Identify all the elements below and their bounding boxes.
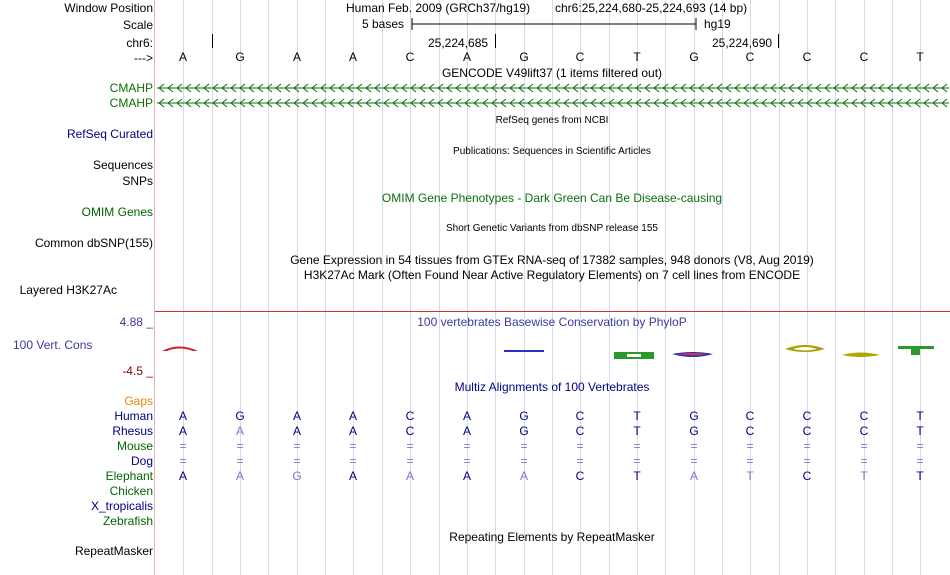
scale-bar xyxy=(410,16,700,32)
gtex-track-title[interactable]: Gene Expression in 54 tissues from GTEx RNA-seq of 17382 samples, 948 donors (V8, Aug 2019) xyxy=(290,253,814,267)
gaps-label: Gaps xyxy=(124,394,153,408)
sequence-base: T xyxy=(633,50,641,64)
species-label-dog[interactable]: Dog xyxy=(130,454,153,468)
sequence-base: A xyxy=(178,50,187,64)
omim-track-title[interactable]: OMIM Gene Phenotypes - Dark Green Can Be Disease-causing xyxy=(381,191,723,205)
track-separator xyxy=(155,311,950,312)
publications-track-title[interactable]: Publications: Sequences in Scientific Articles xyxy=(453,146,651,157)
alignment-base: A xyxy=(348,424,357,438)
scale-text: 5 bases xyxy=(362,17,405,31)
species-label-rhesus[interactable]: Rhesus xyxy=(112,424,153,438)
alignment-base: = xyxy=(916,439,924,453)
sequence-base: C xyxy=(745,50,755,64)
alignment-base: C xyxy=(745,409,755,423)
alignment-base: G xyxy=(292,469,302,483)
gene-label-cmahp-2[interactable]: CMAHP xyxy=(109,96,153,110)
gene-label-cmahp-1[interactable]: CMAHP xyxy=(109,81,153,95)
sequence-base: C xyxy=(405,50,415,64)
sequence-base: A xyxy=(348,50,357,64)
omim-label[interactable]: OMIM Genes xyxy=(81,205,153,219)
alignment-base: = xyxy=(690,454,698,468)
alignment-base: = xyxy=(293,454,301,468)
gene-cmahp-2-arrows[interactable] xyxy=(157,98,949,108)
alignment-base: A xyxy=(519,469,528,483)
alignment-base: = xyxy=(746,454,754,468)
alignment-base: = xyxy=(576,454,584,468)
alignment-base: A xyxy=(462,469,471,483)
alignment-base: A xyxy=(348,409,357,423)
sequence-base: A xyxy=(292,50,301,64)
alignment-base: = xyxy=(179,439,187,453)
alignment-base: C xyxy=(575,424,585,438)
gencode-track-title[interactable]: GENCODE V49lift37 (1 items filtered out) xyxy=(441,66,663,80)
sequence-base: G xyxy=(689,50,699,64)
alignment-base: T xyxy=(746,469,754,483)
alignment-base: = xyxy=(520,439,528,453)
alignment-base: T xyxy=(916,409,924,423)
gene-cmahp-1-arrows[interactable] xyxy=(157,83,949,93)
alignment-base: T xyxy=(916,424,924,438)
cons-lower-bound: -4.5 _ xyxy=(122,364,153,378)
alignment-base: = xyxy=(860,439,868,453)
alignment-base: = xyxy=(179,454,187,468)
publications-label-sequences[interactable]: Sequences xyxy=(92,158,153,172)
alignment-base: = xyxy=(236,454,244,468)
strand-label: ---> xyxy=(134,51,153,65)
scale-label: Scale xyxy=(122,18,153,32)
alignment-base: = xyxy=(803,439,811,453)
species-label-human[interactable]: Human xyxy=(114,409,153,423)
ruler-tick xyxy=(212,34,213,48)
alignment-base: C xyxy=(575,469,585,483)
sequence-base: C xyxy=(859,50,869,64)
alignment-base: = xyxy=(406,454,414,468)
alignment-base: C xyxy=(745,424,755,438)
alignment-base: T xyxy=(860,469,868,483)
alignment-base: C xyxy=(405,424,415,438)
sequence-base: C xyxy=(575,50,585,64)
dbsnp-track-title[interactable]: Short Genetic Variants from dbSNP release 155 xyxy=(446,223,658,234)
label-divider xyxy=(154,0,155,575)
alignment-base: C xyxy=(802,409,812,423)
alignment-base: A xyxy=(462,409,471,423)
alignment-base: A xyxy=(689,469,698,483)
alignment-base: C xyxy=(575,409,585,423)
alignment-base: = xyxy=(349,439,357,453)
alignment-base: G xyxy=(689,409,699,423)
species-label-mouse[interactable]: Mouse xyxy=(116,439,153,453)
h3k27ac-track-title[interactable]: H3K27Ac Mark (Often Found Near Active Regulatory Elements) on 7 cell lines from ENCODE xyxy=(303,268,801,282)
alignment-base: A xyxy=(405,469,414,483)
alignment-base: = xyxy=(293,439,301,453)
repeatmasker-track-title[interactable]: Repeating Elements by RepeatMasker xyxy=(449,530,655,544)
alignment-base: = xyxy=(576,439,584,453)
alignment-base: T xyxy=(633,409,641,423)
cons-logo-graphic xyxy=(155,330,950,370)
publications-label-snps[interactable]: SNPs xyxy=(122,174,153,188)
alignment-base: = xyxy=(520,454,528,468)
alignment-base: A xyxy=(235,469,244,483)
species-label-chicken[interactable]: Chicken xyxy=(109,484,153,498)
assembly-name[interactable]: Human Feb. 2009 (GRCh37/hg19) xyxy=(346,1,531,15)
cons-label[interactable]: 100 Vert. Cons xyxy=(13,338,93,352)
sequence-base: G xyxy=(235,50,245,64)
h3k27ac-label[interactable]: Layered H3K27Ac xyxy=(19,283,117,297)
multiz-track-title[interactable]: Multiz Alignments of 100 Vertebrates xyxy=(454,380,650,394)
alignment-base: C xyxy=(802,469,812,483)
alignment-base: = xyxy=(463,454,471,468)
alignment-base: C xyxy=(802,424,812,438)
dbsnp-label[interactable]: Common dbSNP(155) xyxy=(34,236,153,250)
sequence-base: A xyxy=(462,50,471,64)
alignment-base: = xyxy=(746,439,754,453)
alignment-base: = xyxy=(463,439,471,453)
alignment-base: = xyxy=(349,454,357,468)
alignment-base: = xyxy=(633,439,641,453)
species-label-x_tropicalis[interactable]: X_tropicalis xyxy=(90,499,153,513)
alignment-base: T xyxy=(633,424,641,438)
alignment-base: = xyxy=(860,454,868,468)
ruler-position-2: 25,224,690 xyxy=(712,36,773,50)
alignment-base: G xyxy=(519,409,529,423)
ruler-tick xyxy=(778,34,779,48)
alignment-base: C xyxy=(859,409,869,423)
alignment-base: = xyxy=(690,439,698,453)
alignment-base: A xyxy=(178,469,187,483)
sequence-base: T xyxy=(916,50,924,64)
alignment-base: A xyxy=(235,424,244,438)
alignment-base: = xyxy=(406,439,414,453)
alignment-base: G xyxy=(519,424,529,438)
window-position-label: Window Position xyxy=(64,1,153,15)
chrom-label: chr6: xyxy=(126,36,153,50)
cons-upper-bound: 4.88 _ xyxy=(119,315,153,329)
alignment-base: = xyxy=(236,439,244,453)
alignment-base: G xyxy=(689,424,699,438)
ruler-tick xyxy=(495,34,496,48)
alignment-base: G xyxy=(235,409,245,423)
alignment-base: T xyxy=(633,469,641,483)
alignment-base: = xyxy=(803,454,811,468)
sequence-base: C xyxy=(802,50,812,64)
species-label-elephant[interactable]: Elephant xyxy=(105,469,153,483)
alignment-base: A xyxy=(178,409,187,423)
scale-db: hg19 xyxy=(704,17,731,31)
alignment-base: = xyxy=(916,454,924,468)
refseq-track-title[interactable]: RefSeq genes from NCBI xyxy=(495,115,609,126)
repeatmasker-label[interactable]: RepeatMasker xyxy=(74,544,153,558)
position-text[interactable]: chr6:25,224,680-25,224,693 (14 bp) xyxy=(555,1,748,15)
alignment-base: T xyxy=(916,469,924,483)
sequence-base: G xyxy=(519,50,529,64)
alignment-base: C xyxy=(859,424,869,438)
alignment-base: A xyxy=(292,409,301,423)
alignment-base: A xyxy=(178,424,187,438)
cons-track-title[interactable]: 100 vertebrates Basewise Conservation by PhyloP xyxy=(417,315,687,329)
alignment-base: A xyxy=(462,424,471,438)
species-label-zebrafish[interactable]: Zebrafish xyxy=(102,514,153,528)
alignment-base: C xyxy=(405,409,415,423)
refseq-label[interactable]: RefSeq Curated xyxy=(66,127,153,141)
alignment-base: A xyxy=(292,424,301,438)
alignment-base: = xyxy=(633,454,641,468)
alignment-base: A xyxy=(348,469,357,483)
ruler-position-1: 25,224,685 xyxy=(428,36,489,50)
